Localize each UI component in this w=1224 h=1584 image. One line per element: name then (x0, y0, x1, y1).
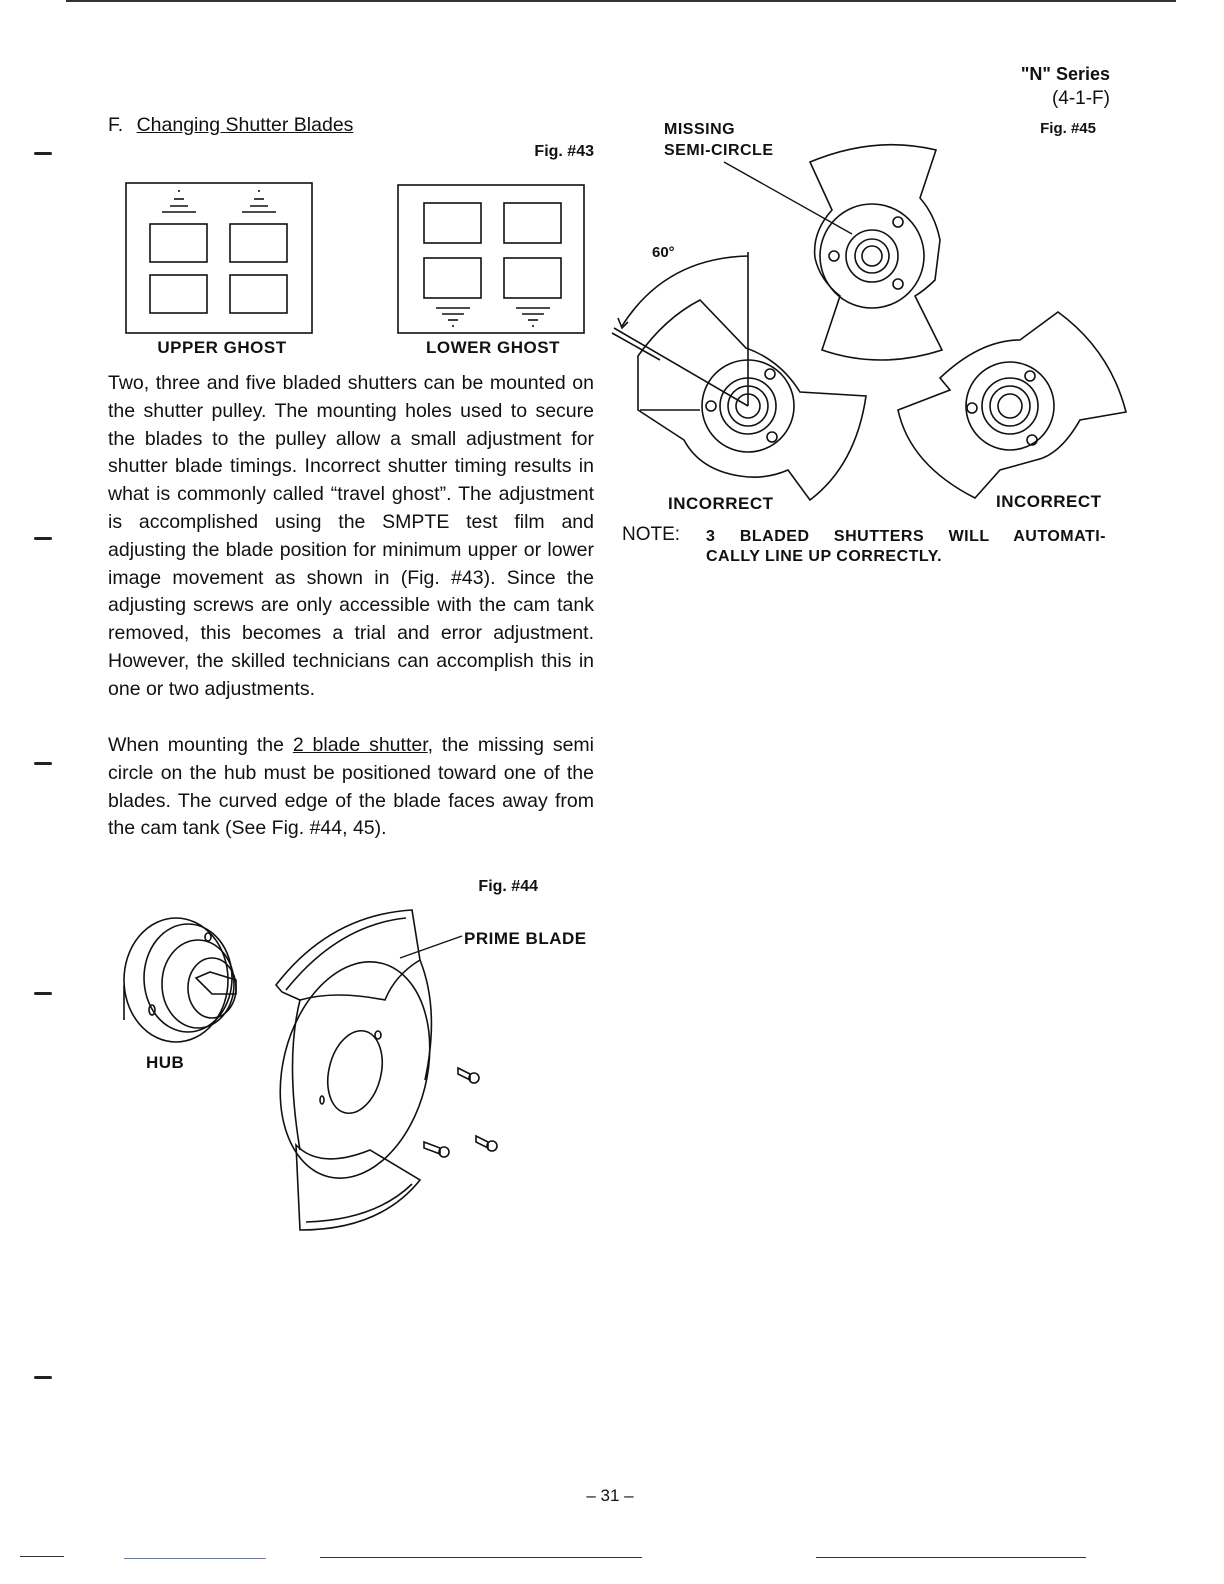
series-label: "N" Series (1020, 64, 1110, 84)
note-line-1: 3 BLADED SHUTTERS WILL AUTOMATI- (706, 528, 1106, 545)
missing-semicircle-leader (724, 162, 852, 234)
angle-label: 60° (652, 244, 675, 261)
page-number: – 31 – (586, 1486, 634, 1505)
semi-circle-label: SEMI-CIRCLE (664, 142, 774, 159)
section-code: (4-1-F) (1051, 88, 1110, 109)
lower-ghost-caption: LOWER GHOST (426, 338, 560, 357)
paragraph-1: Two, three and five bladed shutters can be mounted on the shutter pulley. The mounting holes used to secure the blades to the pulley allow a small adjustment for shutter blade timings. Incorrect shutter timing results in what is commonly called “travel ghost”. The adjustment is accomplished using the SMPTE test film and adjusting the blade position for minimum upper or lower image movement as shown in (Fig. #43). Since the adjusting screws are only accessible with the cam tank removed, this becomes a trial and error adjustment. However, the skilled technicians can accomplish this in one or two adjustments. (108, 372, 594, 700)
right-incorrect-shutter (898, 312, 1126, 498)
section-letter: F. (108, 114, 124, 136)
fig45-label: Fig. #45 (1040, 120, 1096, 137)
bottom-rule (124, 1558, 266, 1559)
prime-blade-label: PRIME BLADE (464, 929, 587, 948)
bottom-rule (20, 1556, 64, 1557)
incorrect-label-left: INCORRECT (668, 494, 774, 513)
fig43-label: Fig. #43 (534, 143, 594, 160)
bottom-rule (320, 1557, 642, 1558)
two-blade-shutter-term: 2 blade shutter (292, 734, 428, 756)
bottom-rule (816, 1557, 1086, 1558)
paragraph-2-end: , the missing semi circle on the hub must be positioned toward one of the blades. The curved edge of the blade faces away from the cam tank (See Fig. #44, 45). (108, 734, 594, 840)
note-prefix: NOTE: (622, 524, 681, 545)
hub-label: HUB (146, 1053, 185, 1072)
paragraph-2-start: When mounting the (108, 734, 293, 756)
left-incorrect-shutter (638, 300, 866, 500)
upper-ghost-caption: UPPER GHOST (157, 338, 287, 357)
note-line-2: CALLY LINE UP CORRECTLY. (706, 548, 943, 565)
incorrect-label-right: INCORRECT (996, 492, 1102, 511)
missing-label: MISSING (664, 121, 736, 138)
fig44-label: Fig. #44 (478, 878, 538, 895)
top-shutter (810, 145, 942, 360)
section-title: Changing Shutter Blades (136, 114, 354, 136)
